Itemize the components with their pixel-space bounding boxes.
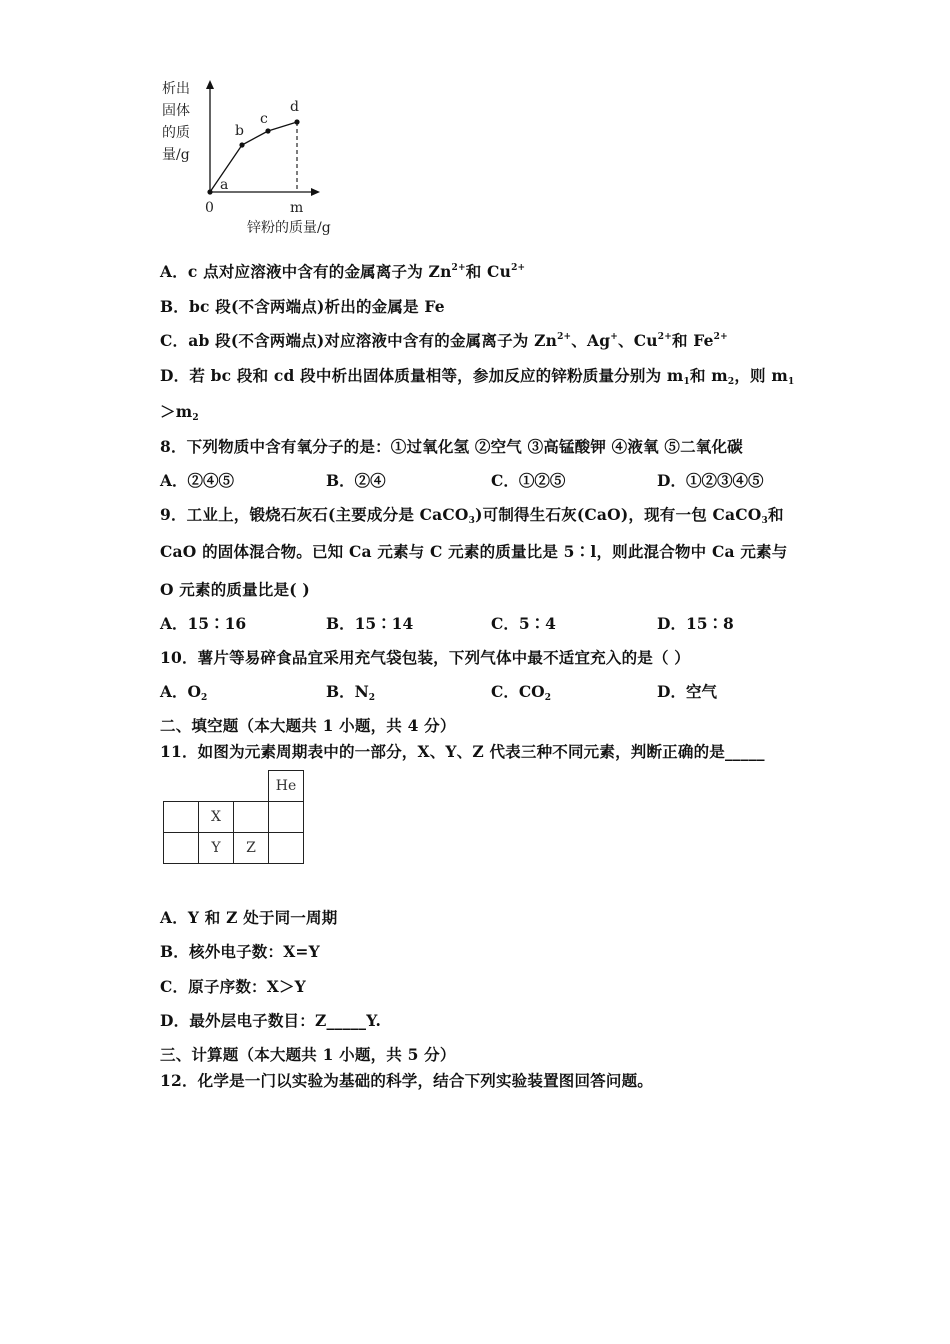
cell-z: Z: [234, 833, 269, 864]
q10-option-a: A．$O_2$: [160, 682, 208, 703]
q12-stem: 12．化学是一门以实验为基础的科学，结合下列实验装置图回答问题。: [160, 1071, 653, 1090]
section-3-heading: 三、计算题（本大题共 1 小题，共 5 分）: [160, 1045, 456, 1064]
q7-option-b: B．bc 段(不含两端点)析出的金属是 Fe: [160, 297, 445, 316]
point-c-label: c: [260, 111, 268, 127]
q9-stem-line2: CaO 的固体混合物。已知 Ca 元素与 C 元素的质量比是 5∶l，则此混合物中 Ca 元素与: [160, 542, 788, 561]
cell-he: He: [269, 771, 304, 802]
q10-stem: 10．薯片等易碎食品宜采用充气袋包装，下列气体中最不适宜充入的是（ ）: [160, 648, 690, 667]
graph-ylabel-2: 固体: [162, 103, 190, 119]
q7-option-d: D．若 bc 段和 cd 段中析出固体质量相等，参加反应的锌粉质量分别为 $m_1$和 $m_2$，则 $m_1$: [160, 366, 795, 387]
x-tick-m: m: [290, 200, 304, 216]
point-d-label: d: [290, 99, 299, 115]
section-2-heading: 二、填空题（本大题共 1 小题，共 4 分）: [160, 716, 456, 735]
q9-stem-line3: O 元素的质量比是( ): [160, 580, 310, 599]
q7-option-c: C．ab 段(不含两端点)对应溶液中含有的金属离子为 $Zn^{2+}$、Ag+、$Cu^{2+}$和 $Fe^{2+}$: [160, 331, 728, 350]
graph-xlabel: 锌粉的质量/g: [247, 220, 331, 236]
q10-option-c: C．$CO_2$: [491, 682, 551, 703]
graph-ylabel-4: 量/g: [162, 147, 190, 163]
cell-x: X: [199, 802, 234, 833]
q10-option-d: D．空气: [657, 682, 717, 701]
graph-ylabel-1: 析出: [162, 81, 190, 97]
q8-option-c: C．①②⑤: [491, 471, 566, 490]
q11-option-b: B．核外电子数：X=Y: [160, 942, 320, 961]
q11-stem: 11．如图为元素周期表中的一部分，X、Y、Z 代表三种不同元素，判断正确的是_____: [160, 742, 765, 761]
q9-stem-line1: 9．工业上，锻烧石灰石(主要成分是 CaCO$_3$)可制得生石灰(CaO)，现有一包 CaCO$_3$和: [160, 505, 784, 526]
origin-label: 0: [205, 200, 214, 216]
q9-option-c: C．5∶4: [491, 614, 556, 633]
q7-option-d-cont: $>m_2$: [160, 402, 199, 423]
point-b-label: b: [235, 123, 244, 139]
mass-graph: [160, 78, 360, 238]
q11-option-a: A．Y 和 Z 处于同一周期: [160, 908, 338, 927]
periodic-table-fragment: [163, 770, 304, 864]
q7-option-a: A．c 点对应溶液中含有的金属离子为 $Zn^{2+}$和 $Cu^{2+}$: [160, 262, 526, 281]
q8-option-a: A．②④⑤: [160, 471, 235, 490]
q8-option-d: D．①②③④⑤: [657, 471, 764, 490]
q11-option-c: C．原子序数：X＞Y: [160, 977, 306, 996]
q10-option-b: B．$N_2$: [326, 682, 376, 703]
point-a-label: a: [220, 177, 229, 193]
q9-option-b: B．15∶14: [326, 614, 414, 633]
q9-option-a: A．15∶16: [160, 614, 247, 633]
q8-stem: 8．下列物质中含有氧分子的是：①过氧化氢 ②空气 ③高锰酸钾 ④液氧 ⑤二氧化碳: [160, 437, 743, 456]
q8-option-b: B．②④: [326, 471, 386, 490]
cell-y: Y: [199, 833, 234, 864]
q11-option-d: D．最外层电子数目：Z_____Y.: [160, 1011, 382, 1030]
graph-ylabel-3: 的质: [162, 125, 190, 141]
q9-option-d: D．15∶8: [657, 614, 734, 633]
